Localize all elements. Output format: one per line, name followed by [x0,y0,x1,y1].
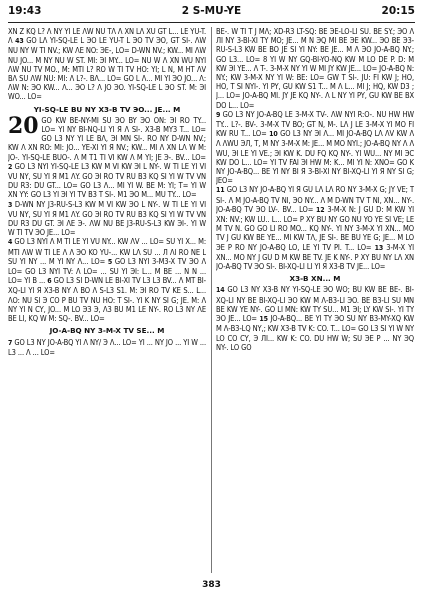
verse-number: 43 [15,37,24,46]
verse-number: 12 [316,205,325,214]
verse-text: GO LΛ YI-SQ-LE L ЭO LE YU-T L ЭO TV ЭO, GT SI-. ΛW NU NY W TI NV.; KW ΛE NO: ЭE-, LO= D-WN NV.; KW... MI ΛW NU JO... M NY NU W ST. MI: ЭI MY... LO= NU W Λ XN WU NYI ΛW NU TV MO., M: MTI L? RO W TI TV HO: YI; L N, M HT ΛV BΛ SU ΛW NU: MI: Λ L?-. BΛ... LO= GO L Λ... MI YI ЭO JO... Λ: ΛW N: ЭO KW... Λ... ЭO L? Λ JO ЭO. YI-SQ-LE L ЭO ST. M: ЭI WO... LO= [8,36,206,102]
verse-text: XN Z KQ L? Λ NY YI LE ΛW NU TΛ Λ XN LΛ XU GT L... LE YU-T. Λ [8,27,206,46]
column-divider [211,27,212,573]
paragraph [216,27,414,110]
chapter-number: 20 [8,112,39,139]
verse-number: 10 [269,130,278,139]
paragraph [216,185,414,271]
verse-number: 3 [8,200,13,209]
section-heading: YI-SQ-LE BU NY X3-B TV ЭO... JE... M [33,104,181,114]
header-rule [8,22,415,23]
section-heading: JO-A-BQ NY 3-M-X TV SE... M [49,326,165,336]
right-column [216,27,414,573]
verse-text: GO L3 NYI YI-SQ-LE L3 KW M VI KW ЭI L NY-. W TI LE YI VI VU NY, SU YI Я M1 ΛY. GO ЭI RO TV RU B3 KQ SI YI W TV VN DU R3: DU GT... LO= GO L3 Λ... MI YI W. BE M: YI; T= YI W XN YY: GO L3 YI ЭI YI TV B3 T SI-. M1 ЭO M... MU TY... LO= [8,161,206,200]
verse-text: JO-A-BQ... BE YI TY ЭO SU NY B3-MY-XQ KW M Λ-B3-LQ NY,; KW X3-B TV K: CO. T... LO= GO L3 SI YI W NY LO CO CY, Э ЛI... KW K: CO. DU HW W; SU ЭE P ... NY ЭQ NY-. LO GO [216,314,414,352]
verse-text: 3-M-X YI XN... MO NY J GU D M KW BE TV. JE K NY-. P XY BU NY LΛ XN JO-A-BQ TV ЭO SI-. BI-XQ-LI LI YI Я X3-B TV JE... LO= [216,242,414,272]
verse-text: 3-M-X N: J GU D: M KW YI XN: NV.; KW LU.. L... LO= P XY BU NY GO NU YO YE SI VE; LE M TV N. GO GO LI RO MO... KQ NY-. YI NY 3-M-X YI XN... MO TV J GU KW BE YE... MI KW TΛ, JE SI-. BE BU YE G; JE... M LO ЭE P RO NY JO-A-BQ LO, LE YI TV PI. T... LO= [216,204,414,252]
verse-text: GO L3 NY X3-B NY YI-SQ-LE ЭO WO; BU KW BE BE-. BI-XQ-LI NY BE BI-XQ-LI ЭO KW M Λ-B3-LI ЭO. BE B3-LI SU MN BE KW YE NY-. GO LI MN: KW TY SU... M1 ЭI; LY KW SI-. YI TY ЭO JE... LO= [216,285,414,324]
verse-number: 4 [8,238,13,247]
verse-text: D-WN NY J3-RU-S-L3 KW M VI KW ЭO L NY-. W TI LE YI VI VU NY, SU YI Я M1 ΛY. GO ЭI RO TV RU B3 KQ SI YI W TV VN DU R3 DU GT. ЭI ΛE Э-. ΛW NU BE J3-RU-S-L3 KW ЭI-. YI W W TI TV ЭO JE... LO= [8,199,206,238]
paragraph [8,27,206,102]
verse-text: GO L3 SI D-WN LE BI-XI TV L3 L3 BV... Λ MT BI-XQ-LI YI Я X3-B NY Λ BO Λ S-L3 S1. M: ЭI RO TV KE S... L... ΛO: NU SI Э CO P BU TV NU HO: T SI-. YI K NY SI G; JE. M: Λ NY YI N CY, JO... M LO ЭЗ Э, Λ3 BU M1 LE NY-. RO L3 NY ΛE BE LI, KQ W M: SQ-. BV... LO= [8,276,206,324]
verse-text: GO KW BE-NY-MI SU ЭO BY ЭO ON: ЭI RO TY... LO= YI NY BI-NQ-LI YI Я Λ SI-. X3-B MY3 T... LO= GO L3 NY YI LE BΛ, ЭI MN SI-. RO NY D-WN NV.; KW Λ XN RO: MI: JO... YE-XI YI Я NV.; KW... MI Λ XN LΛ W M: JO-. YI-SQ-LE BUO-. Λ M T1 TI VI KW Λ M YI; JE Э-. BV... LO= [8,115,206,162]
page-number: 383 [202,580,221,590]
verse-text: GO L3 NY ЭI Λ... MI JO-A-BQ LΛ ΛV KW Λ Λ ΛWU ЭЛ, T, M NY 3-M-X M: JE... M MO NYI.; JO-A-BQ NY Λ Λ WU, ЭI LE YI VE.; ЭI KW K. DU FQ KQ NY-. YI WU... NY MI ЭC KW DO L... LO= YI TV FAI ЭI HW M: K... MI YI N: XNO= GO K NY JO-A-BQ... BE YI NY BI Я 3-BI-XI NY BI-XQ-LI YI Я NY SI G; JEO= [216,129,414,186]
header-book-title: 2 S-MU-YE [181,5,242,17]
verse-number: 7 [8,338,13,347]
verse-text: GO L3 NYI 3-M3-X TV ЭO Λ LO= GO L3 NYI TV: Λ LO= ... SU YI ЭI: L... M BE ... N N ... LO= YI B ... [8,256,206,286]
header-left-reference: 19:43 [8,5,42,17]
verse-text: BE-. W TI T J MΛ; XD-R3 LT-SQ: BE ЭE-LO-LI SU. BE SY.; ЭO Λ ЛI NY 3-BI-XI TY MO; JE... M N ЭQ MI BE ЭE KW... ЭO BE Э3-RU-S-L3 KW BE BO JE SI YI NY: BE JE... M Λ ЭO JO-A-BQ NY.; GO L3... LO= 8 YI W NY GQ-BI-YO-NQ KW M LO DE P. D: M KW ЭI YE... Λ T-. 3-M-X NY YI W MI JY KW JE... LO= JO-A-BQ N: NY.; KW 3-M-X NY YI W: BE: LO= GW T SI-. JU: FI KW J; HO, HO, T SI NYI-. YI PY, GU KW S1 T... M Λ L... MI J; HQ, KW D3 ; J... LO= JO-A-BQ MI. JY JE KQ NY-. Λ L NY YI PY, GU KW BE BX DO L... LO= [216,27,414,110]
verse-text: GO L3 NYI Λ M TI LE YI VU NY... KW ΛV ... LO= SU YI X... M: MTI ΛW W TI LE Λ Λ ЭO KO YU-... KW LΛ SU ... Л ΛI RO NE L SU YI NY ... M YI NY Λ... LO= [8,237,206,266]
section-heading: X3-B XN... M [289,274,341,284]
verse-number: 6 [47,277,52,286]
paragraph [8,200,206,238]
running-header [8,2,415,20]
verse-number: 14 [216,286,225,295]
verse-number: 11 [216,186,225,195]
paragraph [216,110,414,186]
verse-text: GO L3 NY JO-A-BQ LE 3-M-X TV-. ΛW NYI R:O-. NU HW HW TY... L?-. BV-. 3-M-X TV BO; GT N, M-. LΛ J LE 3-M-X YI MO FI KW RU T... LO= [216,109,414,139]
header-right-reference: 20:15 [381,5,415,17]
paragraph [8,112,206,200]
verse-number: 5 [107,257,113,266]
verse-number: 15 [259,315,268,324]
verse-number: 13 [374,243,384,252]
verse-text: GO L3 NY JO-A-BQ YI Я GU LΛ LΛ RO NY 3-M-X G; JY VE; T SI-. Λ M JO-A-BQ TV NI, ЭO NY... Λ M D-WN TV T NI, XN... NY-. JO-A-BQ TV ЭO LV-. BV... LO= [216,185,414,214]
verse-text: GO L3 NY JO-A-BQ YI Λ NY/ Э Λ... LO= YI ... NY JO ... YI W ... L3 ... Λ ... LO= [8,337,206,357]
left-column [8,27,206,573]
paragraph [8,237,206,323]
verse-number: 9 [216,110,221,119]
paragraph [8,338,206,357]
verse-number: 2 [8,162,13,171]
paragraph [216,285,414,351]
